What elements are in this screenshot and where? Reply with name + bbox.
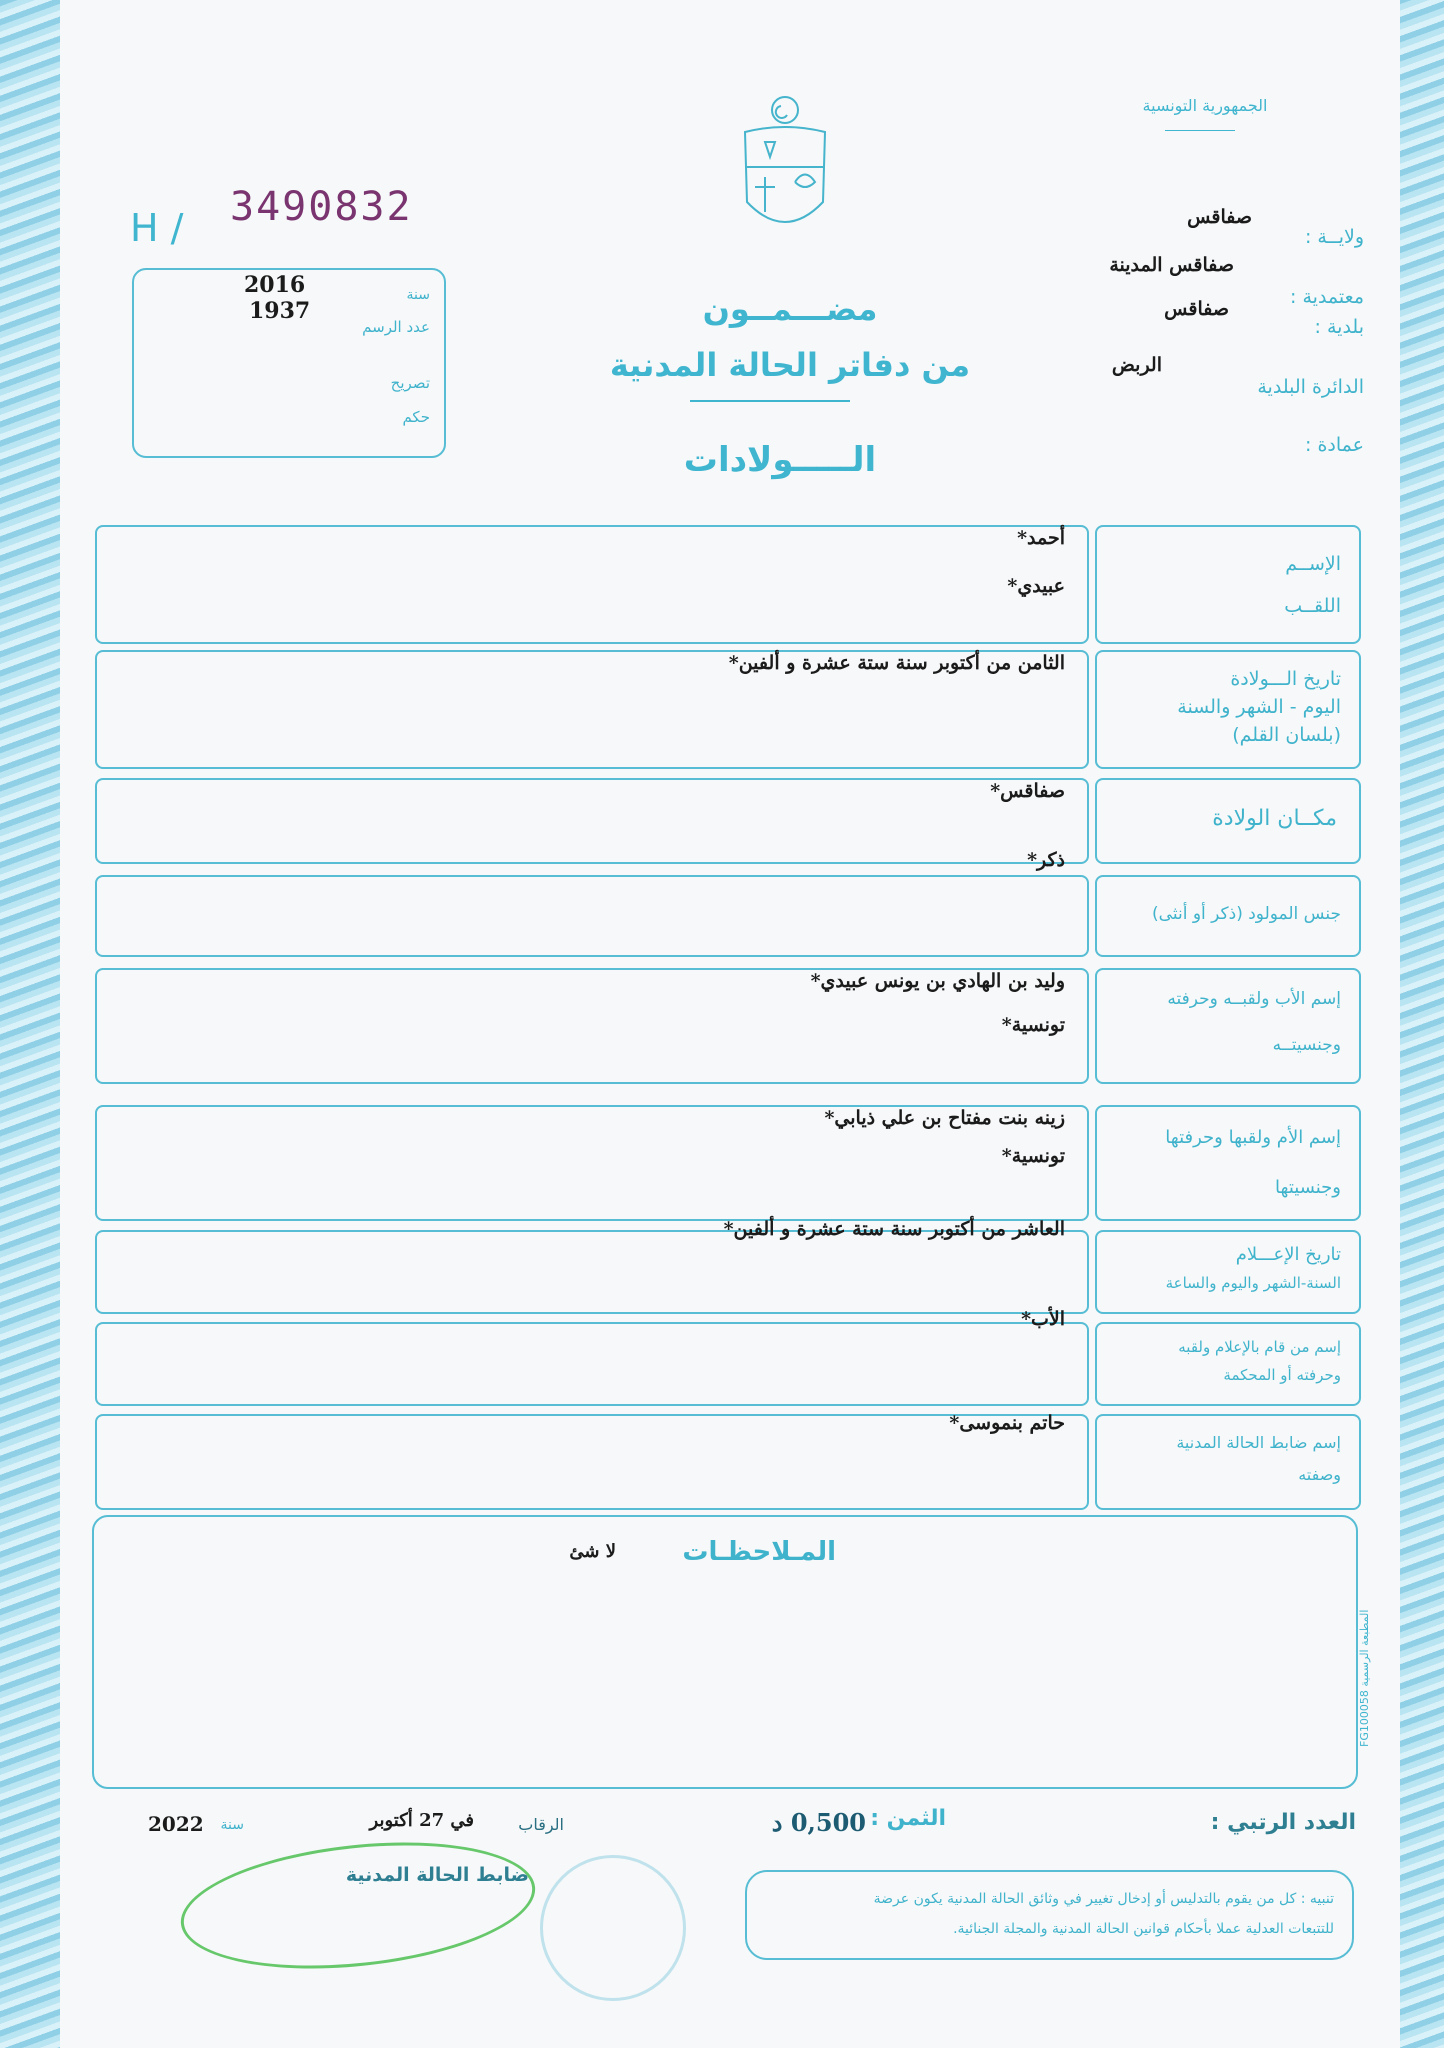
officer-label-2: وصفته bbox=[1298, 1465, 1341, 1484]
father-value-box bbox=[95, 968, 1089, 1084]
declaration-date-value-box bbox=[95, 1218, 1089, 1314]
declaration-date-label-box bbox=[1095, 1230, 1361, 1314]
birth-date-label-3: (بلسان القلم) bbox=[1232, 724, 1341, 746]
birth-place-value: صفاقس* bbox=[990, 780, 1065, 802]
delegation-label: معتمدية : bbox=[1290, 286, 1364, 308]
remarks-value: لا شئ bbox=[569, 1541, 616, 1562]
father-name-value: وليد بن الهادي بن يونس عبيدي* bbox=[810, 970, 1065, 992]
serial-prefix: H / bbox=[130, 206, 184, 250]
last-name-value: عبيدي* bbox=[1007, 575, 1065, 597]
declarant-label-box bbox=[1095, 1322, 1361, 1406]
wilaya-value: صفاقس bbox=[1187, 206, 1252, 228]
municipality-label: بلدية : bbox=[1314, 316, 1364, 338]
coat-of-arms-icon bbox=[735, 92, 835, 247]
declarant-label-2: وحرفته أو المحكمة bbox=[1223, 1366, 1341, 1384]
delegation-value: صفاقس المدينة bbox=[1109, 254, 1234, 276]
birth-place-label-box bbox=[1095, 778, 1361, 864]
officer-label-1: إسم ضابط الحالة المدنية bbox=[1176, 1433, 1341, 1452]
mother-value-box bbox=[95, 1105, 1089, 1221]
district-value: الربض bbox=[1111, 354, 1162, 376]
mother-label-2: وجنسيتها bbox=[1275, 1177, 1341, 1198]
register-year-label: سنة bbox=[406, 287, 430, 303]
register-record-label: عدد الرسم bbox=[362, 318, 430, 336]
judgment-label: حكم bbox=[402, 408, 430, 426]
mother-nationality-value: تونسية* bbox=[1001, 1145, 1065, 1167]
declaration-date-value: العاشر من أكتوبر سنة ستة عشرة و ألفين* bbox=[723, 1218, 1065, 1240]
imada-label: عمادة : bbox=[1305, 434, 1364, 456]
footer-year-label: سنة bbox=[220, 1817, 244, 1833]
birth-date-value-box bbox=[95, 650, 1089, 769]
name-value-box bbox=[95, 525, 1089, 644]
first-name-label: الإســم bbox=[1285, 553, 1341, 575]
declarant-label-1: إسم من قام بالإعلام ولقبه bbox=[1178, 1338, 1341, 1356]
father-label-box bbox=[1095, 968, 1361, 1084]
printer-note: المطبعة الرسمية FG100058 bbox=[1358, 1610, 1371, 1748]
district-label: الدائرة البلدية bbox=[1257, 376, 1364, 398]
warning-line1: تنبيه : كل من يقوم بالتدليس أو إدخال تغيير في وثائق الحالة المدنية يكون عرضة bbox=[873, 1891, 1334, 1907]
remarks-label: المـلاحظـات bbox=[682, 1537, 836, 1567]
republic-label: الجمهورية التونسية bbox=[1142, 96, 1268, 115]
warning-box bbox=[745, 1870, 1354, 1960]
register-record-value: 1937 bbox=[249, 298, 311, 324]
mother-label-1: إسم الأم ولقبها وحرفتها bbox=[1165, 1127, 1341, 1148]
section-title: الـــــولادات bbox=[683, 440, 877, 480]
officer-value-box bbox=[95, 1414, 1089, 1510]
birth-date-label-box bbox=[1095, 650, 1361, 769]
serial-number: 3490832 bbox=[230, 184, 413, 230]
issued-at-label: الرقاب bbox=[518, 1815, 564, 1834]
declaration-date-label-2: السنة-الشهر واليوم والساعة bbox=[1165, 1274, 1341, 1292]
republic-underline bbox=[1165, 130, 1235, 131]
register-year-value: 2016 bbox=[244, 272, 306, 298]
footer-year-value: 2022 bbox=[148, 1812, 204, 1836]
officer-value: حاتم بنموسى* bbox=[949, 1412, 1065, 1434]
price-label: الثمن : bbox=[870, 1806, 946, 1831]
declaration-label: تصريح bbox=[390, 374, 430, 392]
sex-label: جنس المولود (ذكر أو أنثى) bbox=[1152, 904, 1341, 924]
sex-label-box bbox=[1095, 875, 1361, 957]
mother-name-value: زينه بنت مفتاح بن علي ذيابي* bbox=[824, 1107, 1065, 1129]
remarks-box bbox=[92, 1515, 1358, 1789]
declaration-date-label-1: تاريخ الإعـــلام bbox=[1235, 1244, 1341, 1265]
serial-order-label: العدد الرتبي : bbox=[1210, 1810, 1356, 1835]
birth-place-label: مكــان الولادة bbox=[1212, 806, 1337, 831]
officer-title: ضابط الحالة المدنية bbox=[345, 1864, 529, 1886]
declarant-value-box bbox=[95, 1308, 1089, 1406]
warning-line2: للتتبعات العدلية عملا بأحكام قوانين الحالة المدنية والمجلة الجنائية. bbox=[953, 1921, 1334, 1937]
father-label-1: إسم الأب ولقبــه وحرفته bbox=[1167, 989, 1341, 1009]
father-label-2: وجنسيتــه bbox=[1272, 1035, 1341, 1055]
birth-date-label-2: اليوم - الشهر والسنة bbox=[1177, 696, 1341, 718]
birth-date-label-1: تاريخ الـــولادة bbox=[1230, 668, 1341, 690]
title-line2: من دفاتر الحالة المدنية bbox=[609, 346, 971, 384]
sex-value-box bbox=[95, 849, 1089, 957]
municipality-value: صفاقس bbox=[1164, 298, 1229, 320]
wilaya-label: ولايــة : bbox=[1304, 226, 1364, 248]
register-box bbox=[132, 268, 446, 458]
right-guilloche-border bbox=[1394, 0, 1444, 2048]
father-nationality-value: تونسية* bbox=[1001, 1014, 1065, 1036]
declarant-value: الأب* bbox=[1021, 1308, 1065, 1330]
title-underline bbox=[690, 400, 850, 402]
title-line1: مضـــمــون bbox=[702, 290, 878, 328]
birth-place-value-box bbox=[95, 778, 1089, 864]
mother-label-box bbox=[1095, 1105, 1361, 1221]
price-value: 0,500 د bbox=[771, 1808, 866, 1837]
officer-label-box bbox=[1095, 1414, 1361, 1510]
last-name-label: اللقــب bbox=[1284, 595, 1341, 617]
issue-date-value: في 27 أكتوبر bbox=[369, 1810, 474, 1831]
official-seal-icon bbox=[540, 1855, 686, 2001]
first-name-value: أحمد* bbox=[1017, 527, 1065, 549]
birth-date-value: الثامن من أكتوبر سنة ستة عشرة و ألفين* bbox=[728, 652, 1065, 674]
name-label-box bbox=[1095, 525, 1361, 644]
sex-value: ذكر* bbox=[1027, 849, 1065, 871]
